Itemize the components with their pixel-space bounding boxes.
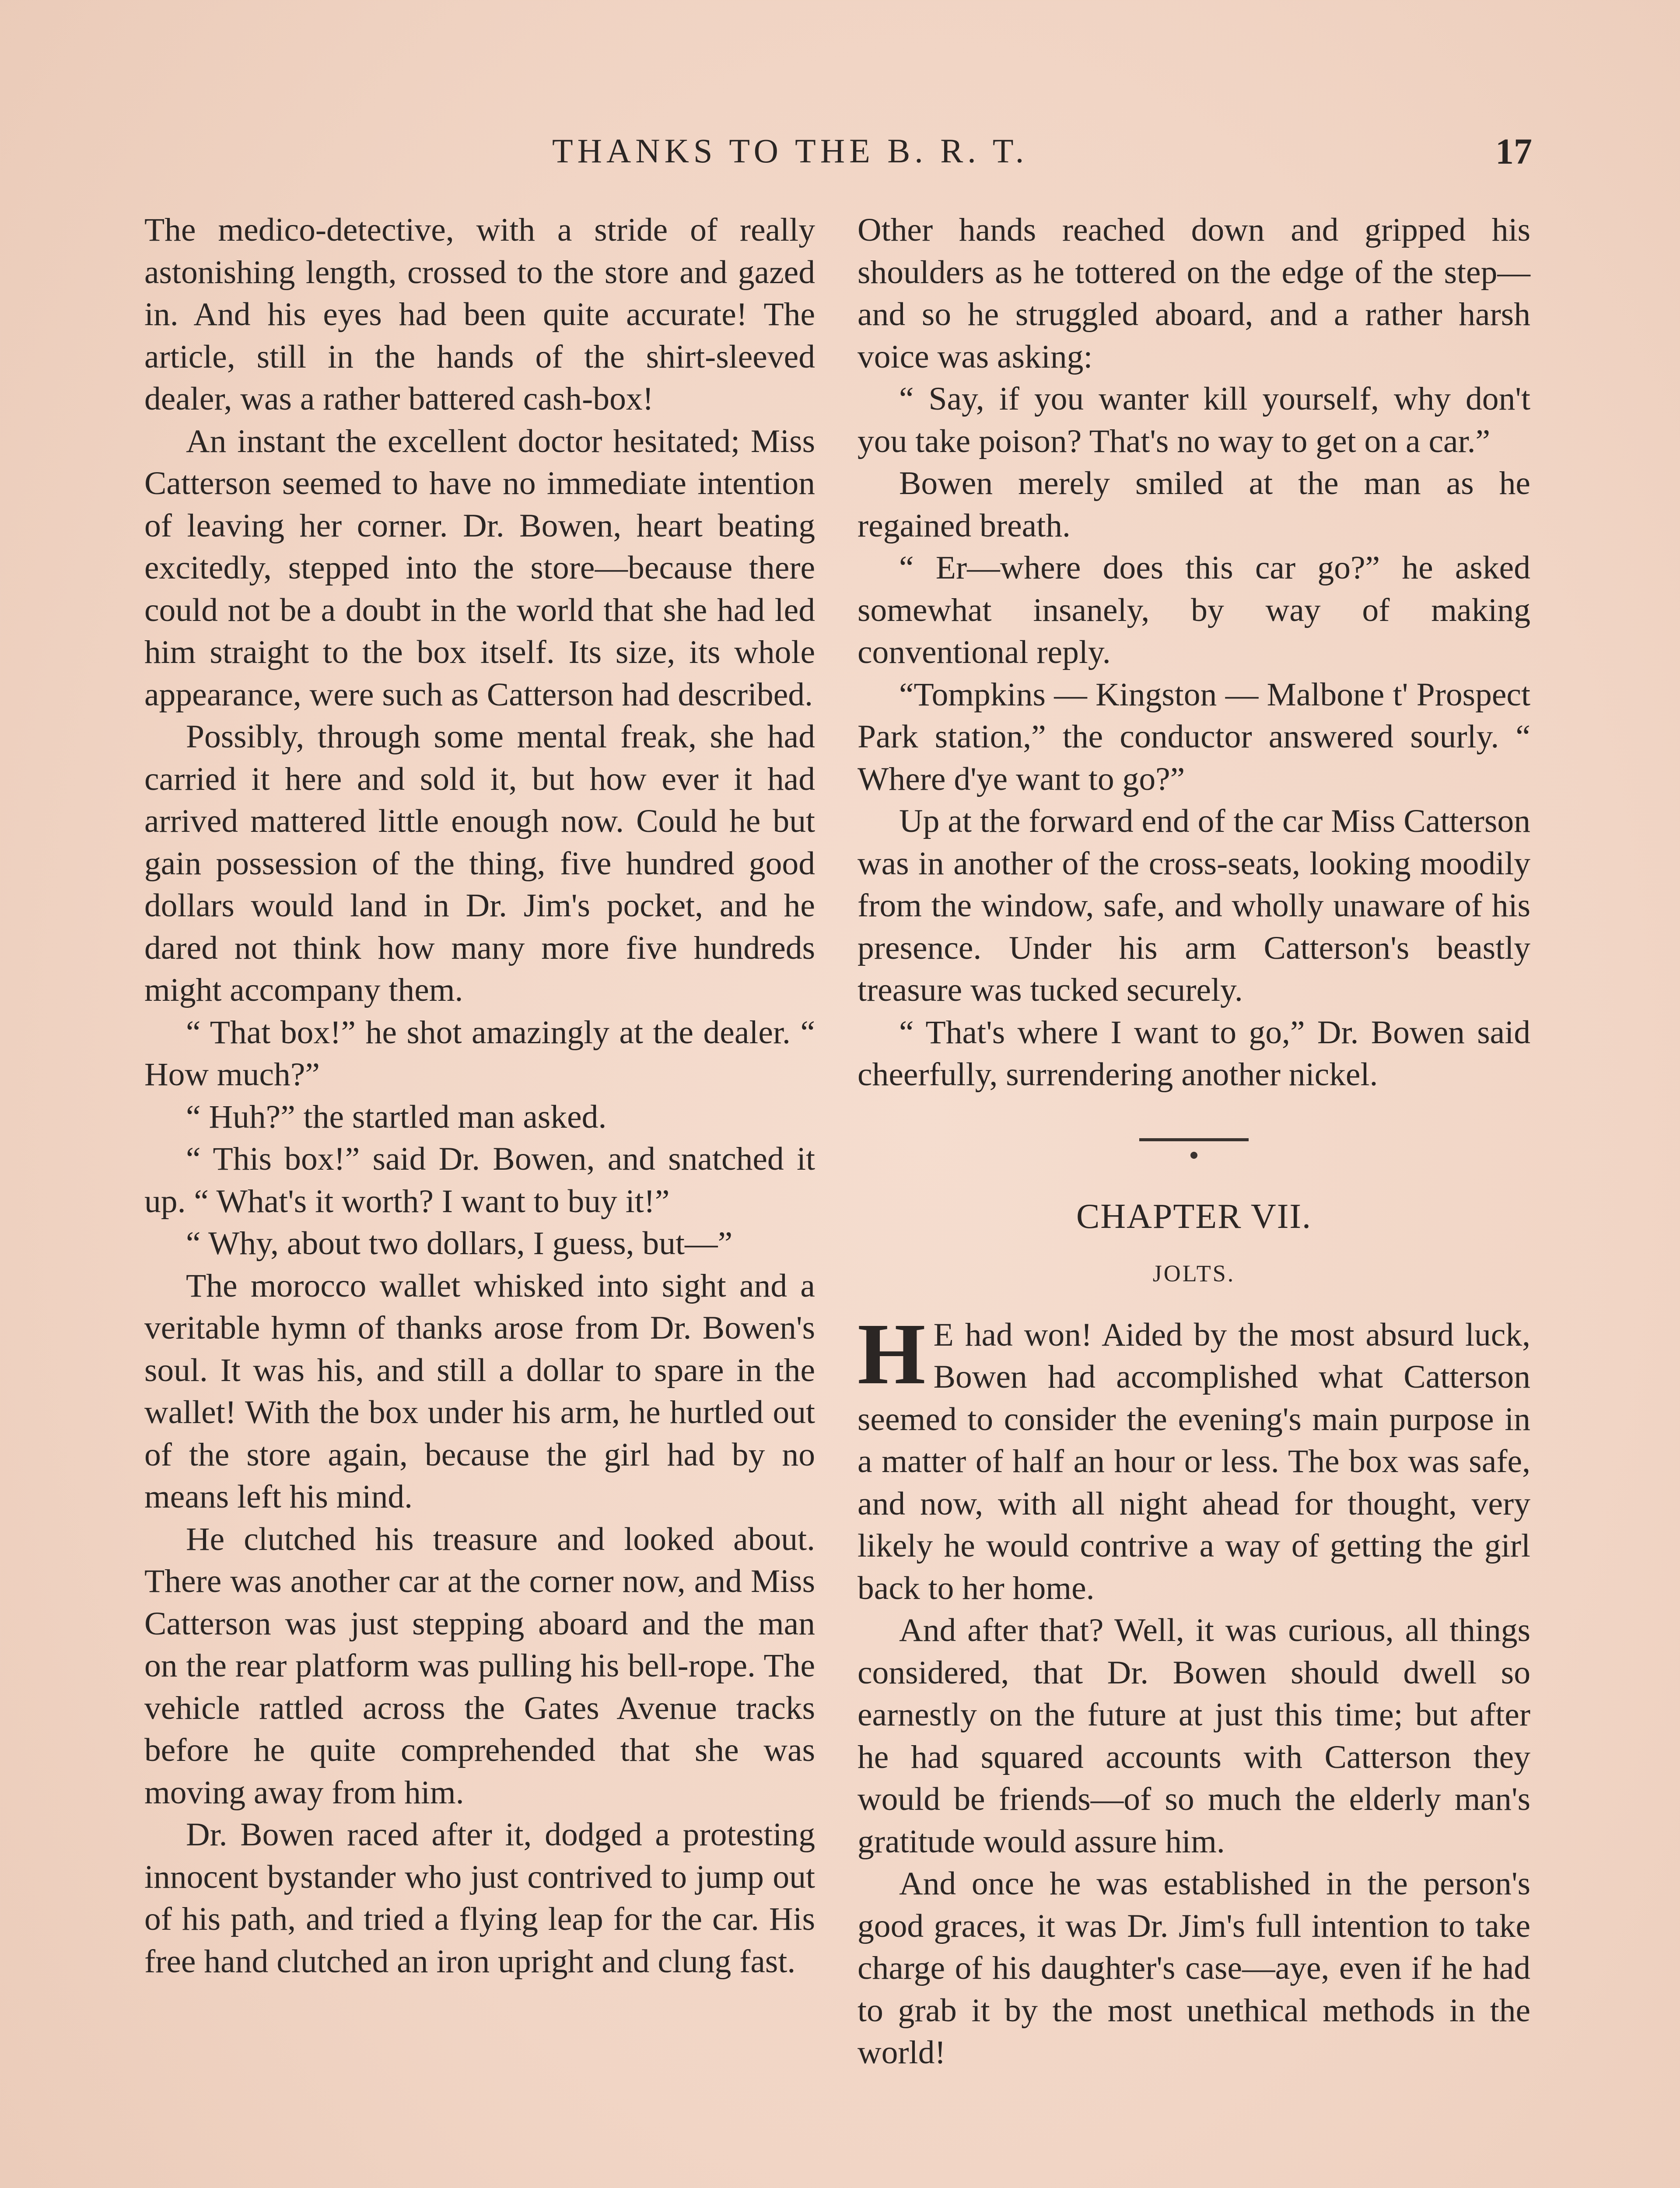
chapter-heading: CHAPTER VII.: [1076, 1197, 1312, 1236]
running-title: THANKS TO THE B. R. T.: [552, 132, 1029, 170]
paragraph: Bowen merely smiled at the man as he regained breath.: [858, 465, 1530, 544]
paragraph: He clutched his treasure and looked about. There was another car at the corner now, and Miss Catterson was just stepping aboard and the man on the rear platform was pulling his bell-rope. The vehicle rattled across the Gates Avenue tracks before he quite comprehended that she was moving away from him.: [144, 1521, 815, 1811]
paragraph: “ Er—where does this car go?” he asked somewhat insanely, by way of making conventional reply.: [858, 550, 1530, 670]
divider-dot: [1190, 1152, 1197, 1159]
chapter-opening-paragraph: [858, 1305, 1530, 1610]
left-column: [144, 209, 815, 1983]
paragraph: And after that? Well, it was curious, all things considered, that Dr. Bowen should dwell so earnestly on the future at just this time; but after he had squared accounts with Catterson they would be friends—of so much the elderly man's gratitude would assure him.: [858, 1612, 1530, 1860]
paragraph: And once he was established in the person's good graces, it was Dr. Jim's full intention to take charge of his daughter's case—aye, even if he had to grab it by the most unethical methods in the world!: [858, 1865, 1530, 2071]
paragraph: Other hands reached down and gripped his shoulders as he tottered on the edge of the step—and so he struggled aboard, and a rather harsh voice was asking:: [858, 212, 1530, 375]
paragraph: “ Why, about two dollars, I guess, but—”: [186, 1225, 733, 1262]
paragraph: Up at the forward end of the car Miss Catterson was in another of the cross-seats, looking moodily from the window, safe, and wholly unaware of his presence. Under his arm Catterson's beastly treasure was tucked securely.: [858, 803, 1530, 1008]
paragraph: “ Huh?” the startled man asked.: [186, 1098, 607, 1135]
paragraph: The medico-detective, with a stride of really astonishing length, crossed to the store and gazed in. And his eyes had been quite accurate! The article, still in the hands of the shirt-sleeved dealer, was a rather battered cash-box!: [144, 212, 815, 417]
opening-text: E had won! Aided by the most absurd luck, Bowen had accomplished what Catterson seemed to consider the evening's main purpose in a matter of half an hour or less. The box was safe, and now, with all night ahead for thought, very likely he would contrive a way of getting the girl back to her home.: [858, 1316, 1530, 1606]
page-number: 17: [1495, 131, 1532, 172]
drop-cap: H: [858, 1305, 926, 1403]
right-column: [858, 209, 1530, 2074]
paragraph: “ That's where I want to go,” Dr. Bowen said cheerfully, surrendering another nickel.: [858, 1014, 1530, 1093]
paragraph: “ This box!” said Dr. Bowen, and snatched it up. “ What's it worth? I want to buy it!”: [144, 1141, 815, 1220]
paragraph: “Tompkins — Kingston — Malbone t' Prospect Park station,” the conductor answered sourly. “ Where d'ye want to go?”: [858, 676, 1530, 797]
chapter-subtitle: JOLTS.: [1152, 1260, 1236, 1287]
paragraph: The morocco wallet whisked into sight and a veritable hymn of thanks arose from Dr. Bowen's soul. It was his, and still a dollar to spare in the wallet! With the box under his arm, he hurtled out of the store again, because the girl had by no means left his mind.: [144, 1267, 815, 1515]
paragraph: “ That box!” he shot amazingly at the dealer. “ How much?”: [144, 1014, 815, 1093]
paragraph: An instant the excellent doctor hesitated; Miss Catterson seemed to have no immediate intention of leaving her corner. Dr. Bowen, heart beating excitedly, stepped into the store—because there could not be a doubt in the world that she had led him straight to the box itself. Its size, its whole appearance, were such as Catterson had described.: [144, 423, 815, 713]
paragraph: Dr. Bowen raced after it, dodged a protesting innocent bystander who just contrived to jump out of his path, and tried a flying leap for the car. His free hand clutched an iron upright and clung fast.: [144, 1816, 815, 1980]
paragraph: Possibly, through some mental freak, she had carried it here and sold it, but how ever it had arrived mattered little enough now. Could he but gain possession of the thing, five hundred good dollars would land in Dr. Jim's pocket, and he dared not think how many more five hundreds might accompany them.: [144, 719, 815, 1008]
section-divider: [1139, 1138, 1249, 1141]
paragraph: “ Say, if you wanter kill yourself, why don't you take poison? That's no way to get on a car.”: [858, 381, 1530, 459]
